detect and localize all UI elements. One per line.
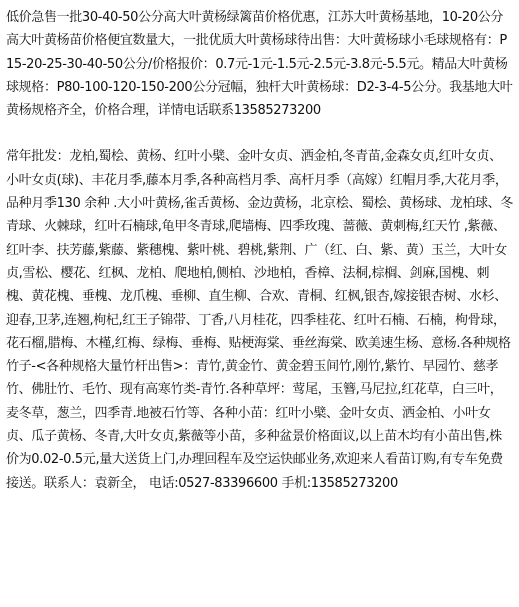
product-description-paragraph: 低价急售一批30-40-50公分高大叶黄杨绿篱苗价格优惠，江苏大叶黄杨基地，10-20公分高大叶黄杨苗价格便宜数量大，一批优质大叶黄杨球待出售：大叶黄杨球小毛球规格有：P15-20-25-30-40-50公分/价格报价：0.7元-1元-1.5元-2.5元-3.8元-5.5元。精品大叶黄杨球规格：P80-100-120-150-200公分冠幅，独杆大叶黄杨球：D2-3-4-5公分。我基地大叶黄杨规格齐全，价格合理，详情电话联系13585273200 [6,10,513,119]
wholesale-list-paragraph: 常年批发：龙柏,蜀桧、黄杨、红叶小檗、金叶女贞、洒金柏,冬青苗,金森女贞,红叶女贞、小叶女贞(球)、丰花月季,藤本月季,各种高档月季、高杆月季（高嫁）红帽月季,大花月季，品种月季130 余种 .大小叶黄杨,雀舌黄杨、金边黄杨，北京桧、蜀桧、黄杨球、龙柏球、冬青球、火棘球，红叶石楠球,龟甲冬青球,爬墙梅、四季玫瑰、蔷薇、黄刺梅,红天竹 ,紫薇、红叶李、扶芳藤,紫藤、紫穗槐、紫叶桃、碧桃,紫荆、广（红、白、紫、黄）玉兰，大叶女贞,雪松、樱花、红枫、龙柏、爬地柏,侧柏、沙地柏，香樟、法桐,棕榈、剑麻,国槐、刺槐、黄花槐、垂槐、龙爪槐、垂柳、直生柳、合欢、青桐、红枫,银杏,嫁接银杏树、水杉、迎春,卫茅,连翘,枸杞,红王子锦带、丁香,八月桂花，四季桂花、红叶石楠、石楠，枸骨球，花石榴,腊梅、木槿,红梅、绿梅、垂梅、贴梗海棠、垂丝海棠、欧美速生杨、意杨.各种规格竹子-<各种规格大量竹杆出售>：青竹,黄金竹、黄金碧玉间竹,刚竹,紫竹、早园竹、慈孝竹、佛肚竹、毛竹、现有高寒竹类-青竹.各种草坪：莺尾，玉簪,马尼拉,红花草，白三叶，麦冬草，葱兰，四季青.地被石竹等、各种小苗：红叶小檗、金叶女贞、洒金柏、小叶女贞、瓜子黄杨、冬青,大叶女贞,紫薇等小苗，多种盆景价格面议,以上苗木均有小苗出售,株价为0.02-0.5元,量大送货上门,办理回程车及空运快邮业务,欢迎来人看苗订购,有专车免费接送。联系人：袁新全， 电话:0527-83396600 手机:13585273200 [6,149,513,491]
